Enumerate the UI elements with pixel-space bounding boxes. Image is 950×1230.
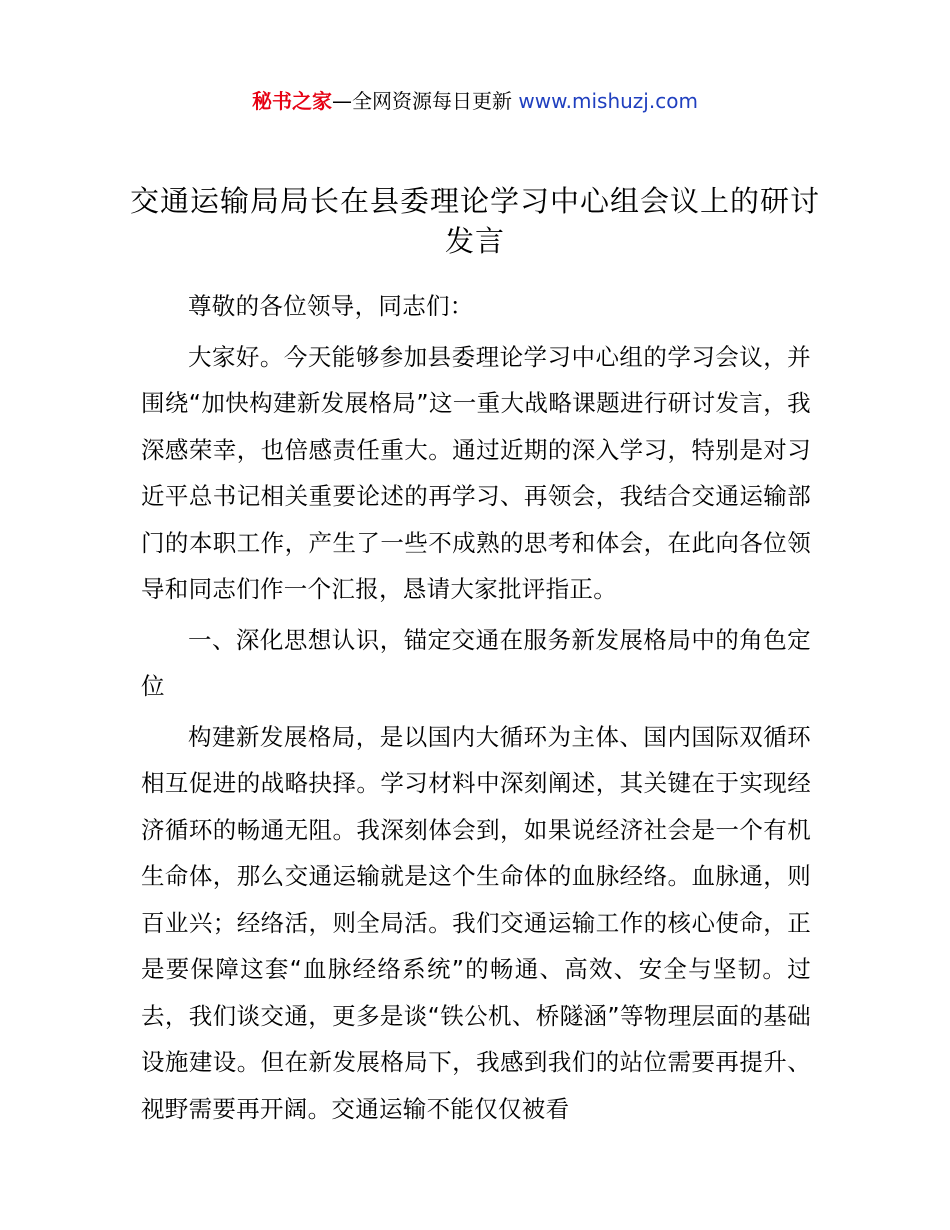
- intro-paragraph: 大家好。今天能够参加县委理论学习中心组的学习会议，并围绕“加快构建新发展格局”这一重大战略课题进行研讨发言，我深感荣幸，也倍感责任重大。通过近期的深入学习，特别是对习近平总书记相关重要论述的再学习、再领会，我结合交通运输部门的本职工作，产生了一些不成熟的思考和体会，在此向各位领导和同志们作一个汇报，恳请大家批评指正。: [141, 342, 811, 603]
- body-paragraph: 构建新发展格局，是以国内大循环为主体、国内国际双循环相互促进的战略抉择。学习材料中深刻阐述，其关键在于实现经济循环的畅通无阻。我深刻体会到，如果说经济社会是一个有机生命体，那么交通运输就是这个生命体的血脉经络。血脉通，则百业兴；经络活，则全局活。我们交通运输工作的核心使命，正是要保障这套“血脉经络系统”的畅通、高效、安全与坚韧。过去，我们谈交通，更多是谈“铁公机、桥隧涵”等物理层面的基础设施建设。但在新发展格局下，我感到我们的站位需要再提升、视野需要再开阔。交通运输不能仅仅被看: [141, 722, 811, 1123]
- document-body: [141, 283, 811, 1136]
- site-slogan: —全网资源每日更新: [332, 89, 513, 113]
- salutation-paragraph: 尊敬的各位领导，同志们：: [188, 292, 474, 320]
- section-heading: 一、深化思想认识，锚定交通在服务新发展格局中的角色定位: [141, 625, 811, 700]
- site-brand: 秘书之家: [252, 89, 333, 113]
- site-url-link[interactable]: www.mishuzj.com: [518, 89, 698, 113]
- site-header: [0, 86, 950, 116]
- document-title: 交通运输局局长在县委理论学习中心组会议上的研讨发言: [129, 184, 820, 258]
